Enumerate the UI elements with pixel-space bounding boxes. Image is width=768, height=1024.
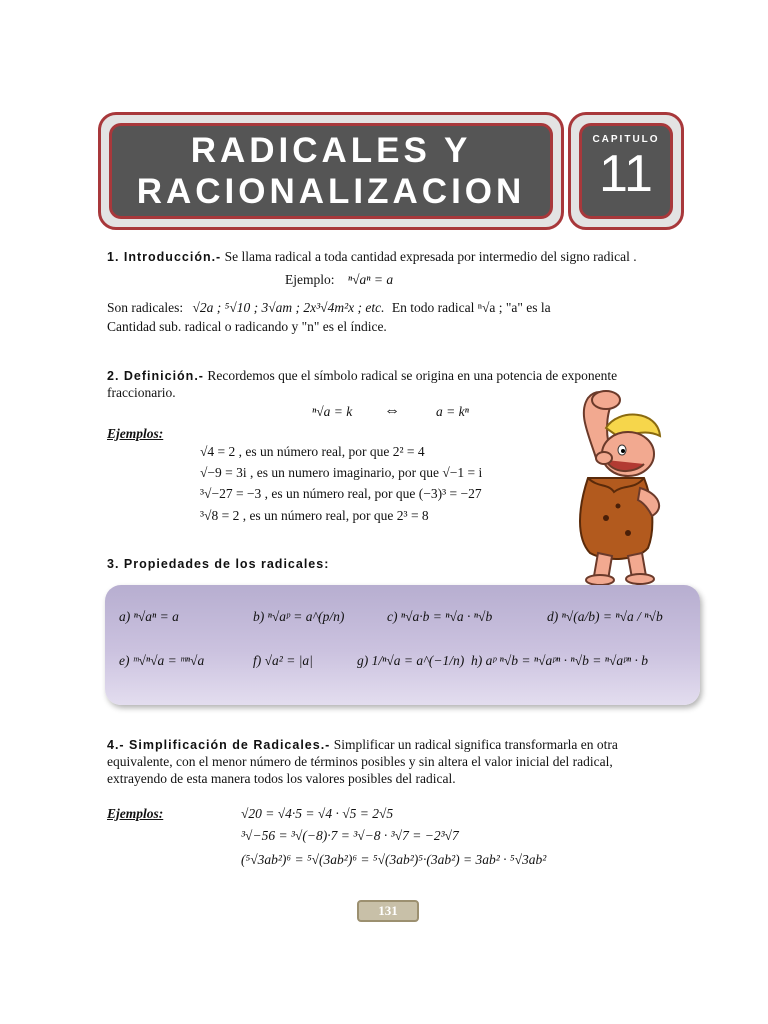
properties-heading: 3. Propiedades de los radicales: <box>107 557 330 571</box>
intro-radicals: √2a ; ⁵√10 ; 3√am ; 2x³√4m²x ; etc. <box>192 300 385 315</box>
definition-example-3: ³√−27 = −3 , es un número real, por que (−3)³ = −27 <box>200 486 482 501</box>
property-d: d) ⁿ√(a/b) = ⁿ√a / ⁿ√b <box>547 609 663 624</box>
property-e: e) ᵐ√ⁿ√a = ᵐⁿ√a <box>119 653 205 668</box>
definition-example-2: √−9 = 3i , es un numero imaginario, por que √−1 = i <box>200 465 483 480</box>
intro-example <box>285 271 393 288</box>
property-c: c) ⁿ√a·b = ⁿ√a · ⁿ√b <box>387 609 493 624</box>
definition-formula-right: a = kⁿ <box>436 404 469 419</box>
definition-heading: 2. Definición.- <box>107 369 204 383</box>
chapter-title-line1: RADICALES Y <box>190 131 472 170</box>
property-b: b) ⁿ√aᵖ = a^(p/n) <box>253 609 345 624</box>
caveman-illustration <box>548 388 698 588</box>
property-a: a) ⁿ√aⁿ = a <box>119 609 179 624</box>
intro-line1 <box>107 248 707 266</box>
simplification-example-3: (⁵√3ab²)⁶ = ⁵√(3ab²)⁶ = ⁵√(3ab²)⁵·(3ab²) = 3ab² · ⁵√3ab² <box>241 852 547 867</box>
intro-line2-prefix: Son radicales: <box>107 300 184 315</box>
property-g: g) 1/ⁿ√a = a^(−1/n) <box>357 653 465 668</box>
definition-examples-label: Ejemplos: <box>107 426 164 441</box>
intro-text: Se llama radical a toda cantidad expresada por intermedio del signo radical . <box>224 249 637 264</box>
intro-example-formula: ⁿ√aⁿ = a <box>347 272 394 287</box>
chapter-box <box>568 112 684 230</box>
simplification-examples-label: Ejemplos: <box>107 806 164 821</box>
simplification-line1 <box>107 736 707 754</box>
property-h: h) aᵖ ⁿ√b = ⁿ√aᵖⁿ · ⁿ√b = ⁿ√aᵖⁿ · b <box>471 653 649 668</box>
definition-line1 <box>107 367 667 385</box>
chapter-number: 11 <box>599 145 653 203</box>
simplification-example-2: ³√−56 = ³√(−8)·7 = ³√−8 · ³√7 = −2³√7 <box>241 828 459 843</box>
simplification-text1: Simplificar un radical significa transformarla en otra <box>333 737 618 752</box>
simplification-heading: 4.- Simplificación de Radicales.- <box>107 738 331 752</box>
intro-line2-suffix: En todo radical ⁿ√a ; "a" es la <box>391 300 551 315</box>
definition-arrow: ⇔ <box>384 402 400 419</box>
definition-example-1: √4 = 2 , es un número real, por que 2² = 4 <box>200 444 425 459</box>
properties-panel <box>105 585 700 705</box>
intro-heading: 1. Introducción.- <box>107 250 222 264</box>
definition-text2: fraccionario. <box>107 385 176 400</box>
chapter-title-line2: RACIONALIZACION <box>136 172 526 211</box>
definition-example-4: ³√8 = 2 , es un número real, por que 2³ = 8 <box>200 508 429 523</box>
intro-line3: Cantidad sub. radical o radicando y "n" es el índice. <box>107 319 387 334</box>
simplification-example-1: √20 = √4·5 = √4 · √5 = 2√5 <box>241 806 394 821</box>
simplification-text2: equivalente, con el menor número de términos posibles y sin altera el valor inicial del radical, <box>107 754 613 769</box>
page-number: 131 <box>357 900 419 922</box>
chapter-label: CAPITULO <box>592 134 660 145</box>
title-banner <box>98 112 564 230</box>
intro-line2 <box>107 299 707 316</box>
definition-text1: Recordemos que el símbolo radical se origina en una potencia de exponente <box>207 368 618 383</box>
chapter-box-inner <box>579 123 673 219</box>
definition-formula-left: ⁿ√a = k <box>312 404 353 419</box>
property-f: f) √a² = |a| <box>253 653 313 668</box>
simplification-text3: extrayendo de esta manera todos los valores posibles del radical. <box>107 771 456 786</box>
intro-example-label: Ejemplo: <box>285 272 335 287</box>
title-banner-inner <box>109 123 553 219</box>
